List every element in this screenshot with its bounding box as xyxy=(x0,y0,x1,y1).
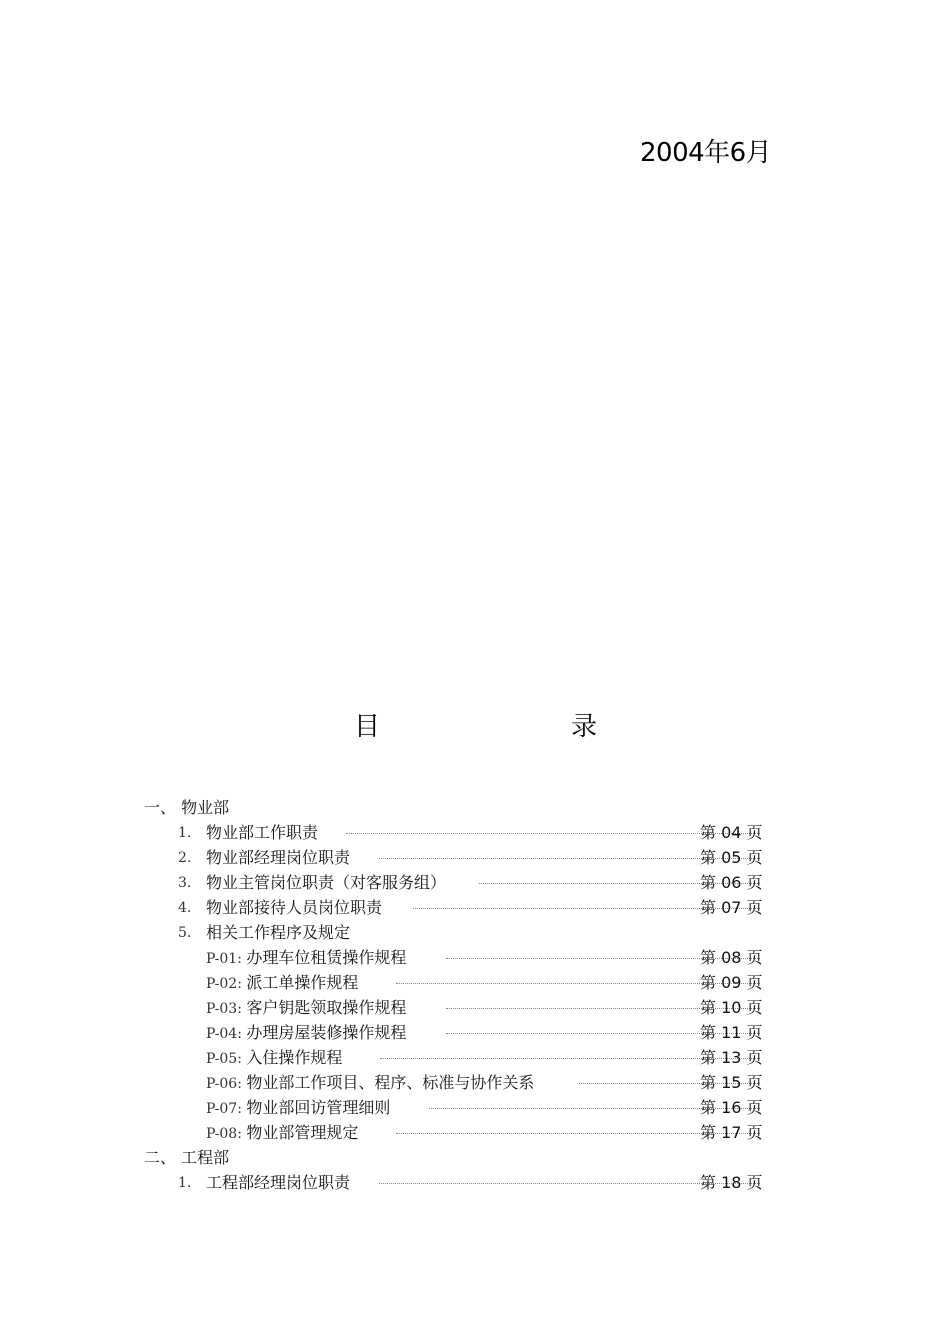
toc-entry xyxy=(0,896,950,920)
toc-page-number: 第 13 页 xyxy=(700,1048,763,1067)
toc-entry xyxy=(0,871,950,895)
cover-date: 2004年6月 xyxy=(640,138,772,168)
toc-page-number: 第 10 页 xyxy=(700,998,763,1017)
toc-entry-code: P-03: xyxy=(206,1001,247,1017)
toc-entry-code: P-06: xyxy=(206,1076,247,1092)
toc-entry xyxy=(0,971,950,995)
toc-entry-title: 工程部经理岗位职责 xyxy=(206,1173,351,1192)
toc-entry-number: 4. xyxy=(178,900,192,916)
toc-entry-code: P-05: xyxy=(206,1051,247,1067)
toc-entry-text: 物业部工作项目、程序、标准与协作关系 xyxy=(246,1073,535,1092)
toc-entry-code: P-01: xyxy=(206,951,247,967)
toc-section-title: 一、 物业部 xyxy=(144,798,230,817)
toc-page-number: 第 17 页 xyxy=(700,1123,763,1142)
toc-entry-title xyxy=(206,1121,358,1146)
toc-section-title: 二、 工程部 xyxy=(144,1148,230,1167)
toc-entry xyxy=(0,921,950,945)
toc-entry-text: 办理房屋装修操作规程 xyxy=(246,1023,407,1042)
toc-entry-text: 派工单操作规程 xyxy=(246,973,359,992)
toc-entry xyxy=(0,1021,950,1045)
toc-title-char-2: 录 xyxy=(571,712,598,742)
toc-entry-title: 物业部工作职责 xyxy=(206,823,319,842)
toc-entry-code: P-08: xyxy=(206,1126,247,1142)
toc-title-char-1: 目 xyxy=(354,712,381,742)
toc-page-number: 第 11 页 xyxy=(700,1023,763,1042)
toc-entry-code: P-04: xyxy=(206,1026,247,1042)
dot-leader xyxy=(346,833,760,834)
toc-entry-code: P-07: xyxy=(206,1101,247,1117)
toc-page-number: 第 16 页 xyxy=(700,1098,763,1117)
toc-entry-title xyxy=(206,996,406,1021)
toc-entry-title: 物业部经理岗位职责 xyxy=(206,848,351,867)
toc-section xyxy=(0,1146,950,1170)
toc-entry-text: 入住操作规程 xyxy=(246,1048,343,1067)
toc-page-number: 第 15 页 xyxy=(700,1073,763,1092)
toc-section xyxy=(0,796,950,820)
toc-entry xyxy=(0,1046,950,1070)
toc-page-number: 第 07 页 xyxy=(700,898,763,917)
toc-entry-title xyxy=(206,1071,534,1096)
toc-entry-number: 1. xyxy=(178,1175,192,1191)
toc-entry-title: 物业部接待人员岗位职责 xyxy=(206,898,383,917)
toc-entry xyxy=(0,1096,950,1120)
toc-entry-text: 物业部回访管理细则 xyxy=(246,1098,391,1117)
toc-entry-text: 办理车位租赁操作规程 xyxy=(246,948,407,967)
toc-entry-number: 2. xyxy=(178,850,192,866)
toc-entry-title xyxy=(206,1021,406,1046)
toc-entry-number: 1. xyxy=(178,825,192,841)
toc-entry xyxy=(0,846,950,870)
toc-entry xyxy=(0,996,950,1020)
toc-entry xyxy=(0,946,950,970)
toc-entry xyxy=(0,1121,950,1145)
toc-page-number: 第 18 页 xyxy=(700,1173,763,1192)
toc-entry-text: 物业部管理规定 xyxy=(246,1123,359,1142)
toc-page-number: 第 06 页 xyxy=(700,873,763,892)
toc-entry-number: 3. xyxy=(178,875,192,891)
toc-entry-title xyxy=(206,946,406,971)
toc-page-number: 第 08 页 xyxy=(700,948,763,967)
toc-entry-title xyxy=(206,1096,390,1121)
toc-page-number: 第 09 页 xyxy=(700,973,763,992)
toc-entry-code: P-02: xyxy=(206,976,247,992)
toc-entry-number: 5. xyxy=(178,925,192,941)
toc-entry xyxy=(0,1071,950,1095)
toc-entry-text: 客户钥匙领取操作规程 xyxy=(246,998,407,1017)
toc-entry-title xyxy=(206,1046,342,1071)
toc-page-number: 第 05 页 xyxy=(700,848,763,867)
toc-page-number: 第 04 页 xyxy=(700,823,763,842)
toc-entry-title: 物业主管岗位职责（对客服务组） xyxy=(206,873,447,892)
toc-entry xyxy=(0,1171,950,1195)
toc-entry-title: 相关工作程序及规定 xyxy=(206,923,351,942)
toc-entry xyxy=(0,821,950,845)
toc-title xyxy=(0,706,950,746)
toc-entry-title xyxy=(206,971,358,996)
